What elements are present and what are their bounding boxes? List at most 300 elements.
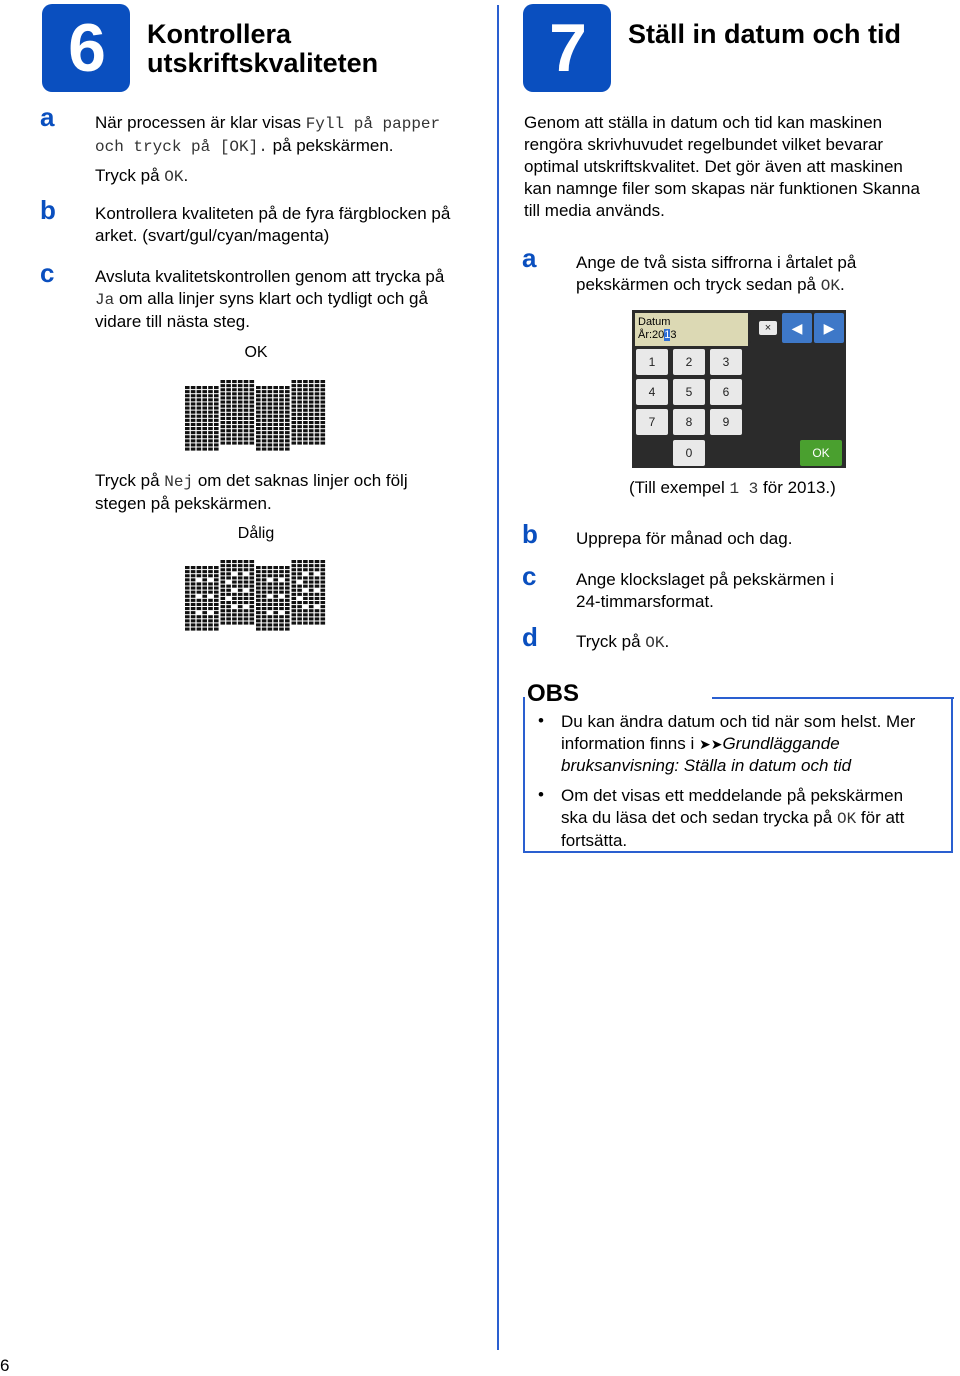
print-line-segment <box>197 448 202 451</box>
print-line-segment <box>221 613 226 616</box>
print-line-segment <box>256 390 261 393</box>
print-line-segment <box>185 402 190 405</box>
print-line-segment <box>214 582 219 585</box>
print-line-segment <box>303 433 308 436</box>
print-line-segment <box>321 433 326 436</box>
print-line-segment <box>279 607 284 610</box>
print-line-segment <box>226 380 231 383</box>
print-line-segment <box>303 405 308 408</box>
print-line-segment <box>262 423 267 426</box>
left-arrow-button[interactable] <box>782 313 812 343</box>
print-line-segment <box>197 574 202 577</box>
print-line-segment <box>197 423 202 426</box>
print-line-segment <box>279 431 284 434</box>
print-line-segment <box>232 593 237 596</box>
print-line-segment <box>244 405 249 408</box>
print-line-segment <box>238 622 243 625</box>
print-line-segment <box>297 572 302 575</box>
print-line-segment <box>214 423 219 426</box>
print-line-segment <box>208 582 213 585</box>
print-line-segment <box>285 595 290 598</box>
print-line-segment <box>185 439 190 442</box>
step-6-badge <box>42 4 130 92</box>
print-line-segment <box>221 409 226 412</box>
print-line-segment <box>226 609 231 612</box>
print-line-segment <box>208 615 213 618</box>
print-line-segment <box>226 605 231 608</box>
print-line-segment <box>185 607 190 610</box>
text: stegen på pekskärmen. <box>95 494 272 513</box>
print-line-segment <box>309 409 314 412</box>
print-line-segment <box>238 425 243 428</box>
print-line-segment <box>191 623 196 626</box>
print-line-segment <box>185 427 190 430</box>
print-line-segment <box>309 613 314 616</box>
print-line-segment <box>202 587 207 590</box>
print-line-segment <box>309 380 314 383</box>
text: . <box>664 632 670 651</box>
print-line-segment <box>226 413 231 416</box>
print-line-segment <box>256 587 261 590</box>
year-prefix: År:20 <box>638 329 665 341</box>
print-line-segment <box>262 619 267 622</box>
print-line-segment <box>191 603 196 606</box>
print-line-segment <box>292 413 297 416</box>
print-line-segment <box>250 442 255 445</box>
print-line-segment <box>315 597 320 600</box>
print-line-segment <box>303 417 308 420</box>
print-line-segment <box>202 591 207 594</box>
bad-caption: Dålig <box>237 525 275 542</box>
print-line-segment <box>273 587 278 590</box>
print-line-segment <box>315 401 320 404</box>
print-line-segment <box>268 415 273 418</box>
print-line-segment <box>268 591 273 594</box>
key-5[interactable]: 5 <box>673 379 705 405</box>
print-line-segment <box>273 439 278 442</box>
print-line-segment <box>238 413 243 416</box>
print-line-segment <box>303 425 308 428</box>
print-line-segment <box>256 607 261 610</box>
print-line-segment <box>208 407 213 410</box>
print-line-segment <box>244 401 249 404</box>
print-line-segment <box>191 407 196 410</box>
print-line-segment <box>250 622 255 625</box>
print-line-segment <box>309 425 314 428</box>
print-line-segment <box>292 401 297 404</box>
print-line-segment <box>232 609 237 612</box>
print-line-segment <box>256 448 261 451</box>
print-line-segment <box>244 425 249 428</box>
print-line-segment <box>232 429 237 432</box>
print-line-segment <box>315 413 320 416</box>
print-line-segment <box>244 388 249 391</box>
print-line-segment <box>250 413 255 416</box>
print-line-segment <box>202 570 207 573</box>
print-line-segment <box>191 431 196 434</box>
print-line-segment <box>208 628 213 631</box>
print-line-segment <box>321 437 326 440</box>
print-line-segment <box>238 409 243 412</box>
print-line-segment <box>250 613 255 616</box>
text: (Till exempel <box>629 478 725 497</box>
print-line-segment <box>315 417 320 420</box>
print-line-segment <box>309 617 314 620</box>
print-line-segment <box>292 609 297 612</box>
step-6-number: 6 <box>68 10 104 86</box>
print-line-segment <box>238 605 243 608</box>
print-line-segment <box>202 394 207 397</box>
print-line-segment <box>221 564 226 567</box>
print-line-segment <box>214 623 219 626</box>
print-line-segment <box>262 431 267 434</box>
print-line-segment <box>208 607 213 610</box>
print-line-segment <box>297 425 302 428</box>
print-line-segment <box>279 591 284 594</box>
print-line-segment <box>303 597 308 600</box>
print-line-segment <box>197 607 202 610</box>
print-line-segment <box>309 421 314 424</box>
print-line-segment <box>279 386 284 389</box>
key-0[interactable]: 0 <box>673 440 705 466</box>
print-line-segment <box>273 595 278 598</box>
right-step-a-letter: a <box>522 243 537 273</box>
print-line-segment <box>250 417 255 420</box>
print-line-segment <box>250 568 255 571</box>
print-line-segment <box>292 384 297 387</box>
print-line-segment <box>262 415 267 418</box>
print-line-segment <box>321 576 326 579</box>
print-line-segment <box>185 407 190 410</box>
key-8[interactable]: 8 <box>673 409 705 435</box>
print-line-segment <box>232 421 237 424</box>
print-line-segment <box>273 402 278 405</box>
text: ska du läsa det och sedan trycka på <box>561 808 833 827</box>
print-line-segment <box>292 601 297 604</box>
print-line-segment <box>226 585 231 588</box>
print-line-segment <box>197 615 202 618</box>
text: Du kan ändra datum och tid när som helst. Mer <box>561 712 916 731</box>
print-line-segment <box>208 386 213 389</box>
print-line-segment <box>232 613 237 616</box>
print-line-segment <box>279 390 284 393</box>
print-line-segment <box>250 380 255 383</box>
print-line-segment <box>262 402 267 405</box>
print-line-segment <box>250 572 255 575</box>
print-line-segment <box>208 599 213 602</box>
print-line-segment <box>221 429 226 432</box>
print-line-segment <box>321 417 326 420</box>
print-line-segment <box>262 443 267 446</box>
text: Grundläggande <box>722 734 840 753</box>
print-line-segment <box>250 589 255 592</box>
print-line-segment <box>273 591 278 594</box>
print-line-segment <box>244 560 249 563</box>
print-line-segment <box>244 601 249 604</box>
print-line-segment <box>297 396 302 399</box>
print-line-segment <box>321 380 326 383</box>
print-line-segment <box>285 607 290 610</box>
print-line-segment <box>303 380 308 383</box>
print-line-segment <box>285 443 290 446</box>
step-7-number: 7 <box>549 10 585 86</box>
column-divider <box>497 5 499 1350</box>
key-7[interactable]: 7 <box>636 409 668 435</box>
double-arrow-icon: ➤➤ <box>698 736 723 752</box>
print-line-segment <box>238 437 243 440</box>
print-line-segment <box>185 570 190 573</box>
text: Genom att ställa in datum och tid kan maskinen <box>524 113 883 132</box>
key-2[interactable]: 2 <box>673 349 705 375</box>
print-line-segment <box>309 417 314 420</box>
print-line-segment <box>214 619 219 622</box>
print-line-segment <box>185 578 190 581</box>
print-line-segment <box>232 597 237 600</box>
bullet-dot: • <box>538 711 544 730</box>
print-line-segment <box>309 442 314 445</box>
print-line-segment <box>292 613 297 616</box>
key-9[interactable]: 9 <box>710 409 742 435</box>
print-line-segment <box>244 396 249 399</box>
print-line-segment <box>244 568 249 571</box>
print-line-segment <box>250 437 255 440</box>
print-line-segment <box>208 603 213 606</box>
print-line-segment <box>321 384 326 387</box>
print-line-segment <box>197 443 202 446</box>
print-line-segment <box>285 435 290 438</box>
print-line-segment <box>221 605 226 608</box>
print-line-segment <box>191 619 196 622</box>
print-line-segment <box>297 405 302 408</box>
print-line-segment <box>268 423 273 426</box>
backspace-button[interactable] <box>750 313 786 343</box>
print-line-segment <box>185 415 190 418</box>
print-line-segment <box>279 439 284 442</box>
key-1[interactable]: 1 <box>636 349 668 375</box>
print-line-segment <box>309 560 314 563</box>
print-line-segment <box>232 392 237 395</box>
print-line-segment <box>292 421 297 424</box>
print-line-segment <box>244 597 249 600</box>
print-line-segment <box>256 386 261 389</box>
print-line-segment <box>221 597 226 600</box>
left-arrow-icon: ◀ <box>791 319 803 336</box>
print-line-segment <box>221 622 226 625</box>
print-line-segment <box>197 587 202 590</box>
print-line-segment <box>232 581 237 584</box>
print-line-segment <box>214 587 219 590</box>
print-line-segment <box>202 615 207 618</box>
print-line-segment <box>321 581 326 584</box>
print-line-segment <box>303 429 308 432</box>
print-line-segment <box>221 589 226 592</box>
print-line-segment <box>321 585 326 588</box>
print-line-segment <box>285 587 290 590</box>
print-line-segment <box>268 398 273 401</box>
print-line-segment <box>309 609 314 612</box>
text: fortsätta. <box>561 831 628 850</box>
print-line-segment <box>202 623 207 626</box>
key-6[interactable]: 6 <box>710 379 742 405</box>
print-line-segment <box>250 421 255 424</box>
text: arket. (svart/gul/cyan/magenta) <box>95 226 330 245</box>
text: rengöra skrivhuvudet regelbundet vilket bevarar <box>524 135 884 154</box>
print-line-segment <box>268 603 273 606</box>
note-bullet-1 <box>561 711 946 777</box>
print-line-segment <box>309 384 314 387</box>
print-line-segment <box>268 607 273 610</box>
print-line-segment <box>232 396 237 399</box>
print-line-segment <box>202 402 207 405</box>
ok-button[interactable]: OK <box>800 440 842 466</box>
print-line-segment <box>208 566 213 569</box>
print-line-segment <box>262 570 267 573</box>
text: för 2013.) <box>763 478 836 497</box>
print-line-segment <box>262 574 267 577</box>
print-line-segment <box>256 435 261 438</box>
right-step-b-letter: b <box>522 519 538 549</box>
right-arrow-button[interactable] <box>814 313 844 343</box>
print-line-segment <box>185 628 190 631</box>
print-line-segment <box>273 628 278 631</box>
print-line-segment <box>315 593 320 596</box>
print-line-segment <box>279 570 284 573</box>
print-line-segment <box>226 388 231 391</box>
lcd-message: Fyll på papper <box>305 115 441 133</box>
print-line-segment <box>185 443 190 446</box>
print-line-segment <box>303 442 308 445</box>
print-line-segment <box>214 443 219 446</box>
print-line-segment <box>292 405 297 408</box>
print-line-segment <box>256 415 261 418</box>
print-line-segment <box>197 415 202 418</box>
print-line-segment <box>197 431 202 434</box>
print-line-segment <box>268 390 273 393</box>
print-line-segment <box>232 560 237 563</box>
print-line-segment <box>297 605 302 608</box>
left-step-a-letter: a <box>40 102 55 132</box>
print-line-segment <box>292 589 297 592</box>
print-line-segment <box>197 570 202 573</box>
print-line-segment <box>221 421 226 424</box>
print-line-segment <box>285 411 290 414</box>
print-line-segment <box>244 617 249 620</box>
print-line-segment <box>238 597 243 600</box>
print-line-segment <box>191 607 196 610</box>
text: pekskärmen och tryck sedan på <box>576 275 817 294</box>
print-line-segment <box>292 605 297 608</box>
key-4[interactable]: 4 <box>636 379 668 405</box>
text: till media används. <box>524 201 665 220</box>
no-key-ref: Nej <box>164 473 194 491</box>
print-line-segment <box>297 564 302 567</box>
print-line-segment <box>303 613 308 616</box>
print-line-segment <box>221 593 226 596</box>
print-line-segment <box>244 622 249 625</box>
print-line-segment <box>226 442 231 445</box>
print-line-segment <box>214 435 219 438</box>
print-line-segment <box>262 386 267 389</box>
print-line-segment <box>244 564 249 567</box>
text: 24-timmarsformat. <box>576 592 714 611</box>
print-line-segment <box>297 429 302 432</box>
print-line-segment <box>262 603 267 606</box>
print-line-segment <box>268 407 273 410</box>
print-line-segment <box>214 448 219 451</box>
print-line-segment <box>202 611 207 614</box>
print-line-segment <box>285 390 290 393</box>
print-line-segment <box>244 613 249 616</box>
print-line-segment <box>256 591 261 594</box>
print-line-segment <box>250 576 255 579</box>
print-line-segment <box>321 564 326 567</box>
print-line-segment <box>309 413 314 416</box>
print-line-segment <box>185 603 190 606</box>
text: för att <box>860 808 905 827</box>
print-line-segment <box>262 566 267 569</box>
print-line-segment <box>250 392 255 395</box>
print-line-segment <box>273 443 278 446</box>
print-line-segment <box>238 601 243 604</box>
print-line-segment <box>279 623 284 626</box>
print-line-segment <box>297 593 302 596</box>
print-line-segment <box>256 603 261 606</box>
text: Ange de två sista siffrorna i årtalet på <box>576 253 857 272</box>
key-3[interactable]: 3 <box>710 349 742 375</box>
print-line-segment <box>256 419 261 422</box>
print-line-segment <box>191 402 196 405</box>
print-line-segment <box>303 413 308 416</box>
print-line-segment <box>279 599 284 602</box>
print-line-segment <box>232 425 237 428</box>
print-line-segment <box>268 582 273 585</box>
print-line-segment <box>273 390 278 393</box>
print-line-segment <box>292 392 297 395</box>
print-line-segment <box>244 429 249 432</box>
print-line-segment <box>279 443 284 446</box>
print-line-segment <box>238 392 243 395</box>
print-line-segment <box>315 442 320 445</box>
print-line-segment <box>197 398 202 401</box>
text: om alla linjer syns klart och tydligt och gå <box>118 289 428 308</box>
print-line-segment <box>256 623 261 626</box>
print-line-segment <box>297 413 302 416</box>
print-line-segment <box>315 405 320 408</box>
print-line-segment <box>185 611 190 614</box>
text: Tryck på <box>95 471 160 490</box>
print-line-segment <box>315 576 320 579</box>
date-input-field[interactable] <box>635 313 748 346</box>
print-line-segment <box>315 585 320 588</box>
print-line-segment <box>238 560 243 563</box>
print-line-segment <box>221 585 226 588</box>
right-step-d-text <box>576 631 669 654</box>
print-line-segment <box>244 417 249 420</box>
print-line-segment <box>244 585 249 588</box>
print-line-segment <box>285 599 290 602</box>
print-line-segment <box>238 384 243 387</box>
print-line-segment <box>232 388 237 391</box>
print-line-segment <box>244 433 249 436</box>
print-line-segment <box>202 407 207 410</box>
print-line-segment <box>315 609 320 612</box>
print-line-segment <box>244 421 249 424</box>
right-step-c-letter: c <box>522 561 537 591</box>
print-line-segment <box>238 421 243 424</box>
text: Avsluta kvalitetskontrollen genom att trycka på <box>95 267 445 286</box>
print-line-segment <box>268 615 273 618</box>
print-line-segment <box>232 433 237 436</box>
